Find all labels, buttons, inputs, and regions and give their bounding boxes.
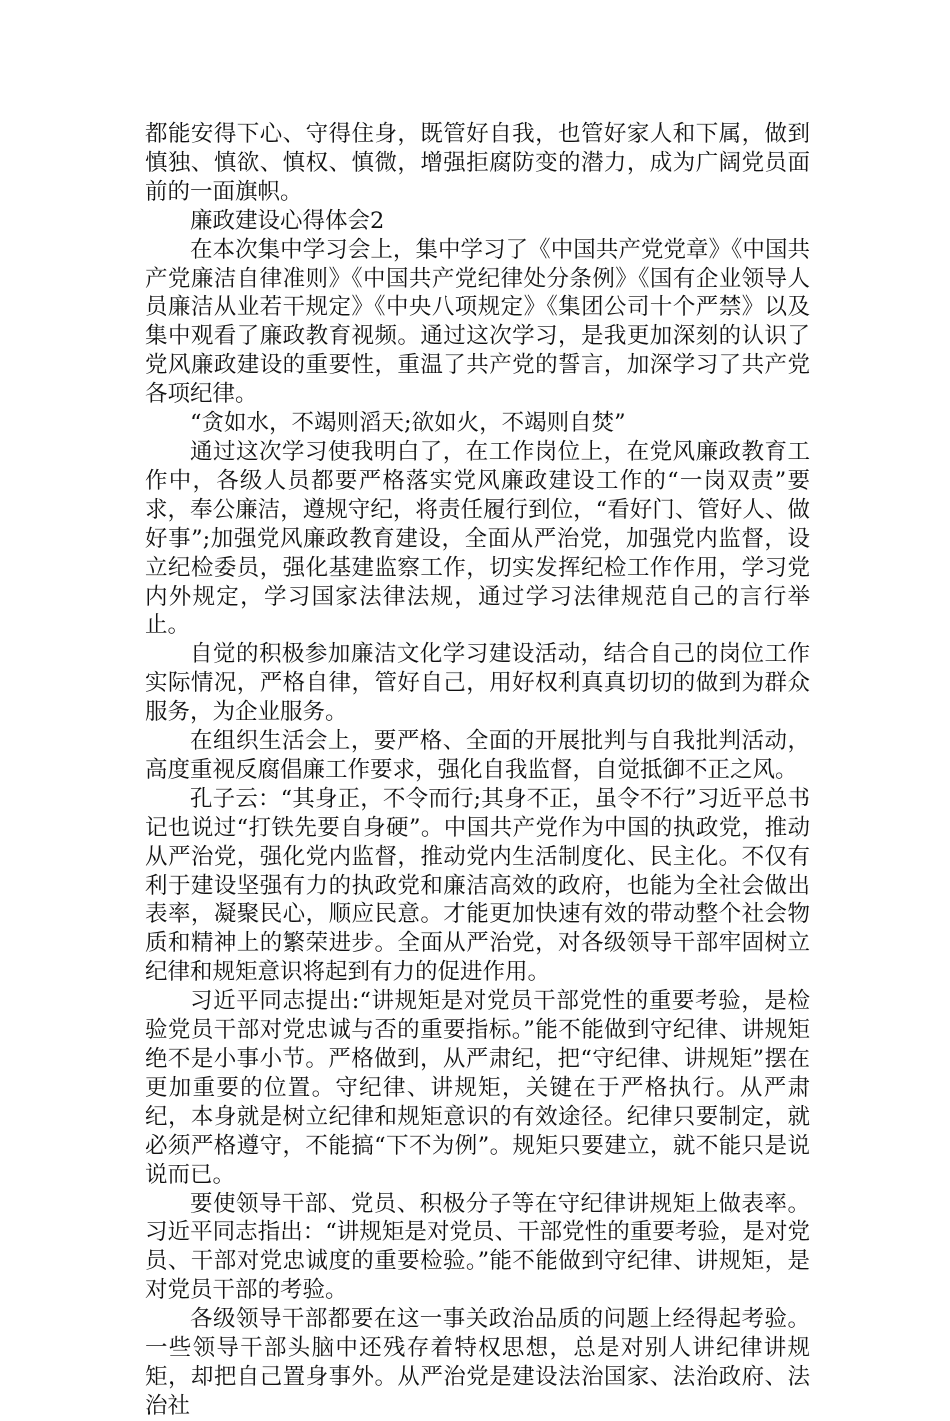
paragraph: 在组织生活会上，要严格、全面的开展批判与自我批判活动，高度重视反腐倡廉工作要求，强化自我监督，自觉抵御不正之风。 (145, 728, 810, 783)
paragraph: 通过这次学习使我明白了，在工作岗位上，在党风廉政教育工作中，各级人员都要严格落实党风廉政建设工作的“一岗双责”要求，奉公廉洁，遵规守纪，将责任履行到位，“看好门、管好人、做好事”;加强党风廉政教育建设，全面从严治党，加强党内监督，设立纪检委员，强化基建监察工作，切实发挥纪检工作作用，学习党内外规定，学习国家法律法规，通过学习法律规范自己的言行举止。 (145, 438, 810, 639)
paragraph: 在本次集中学习会上，集中学习了《中国共产党党章》《中国共产党廉洁自律准则》《中国共产党纪律处分条例》《国有企业领导人员廉洁从业若干规定》《中央八项规定》《集团公司十个严禁》以及集中观看了廉政教育视频。通过这次学习，是我更加深刻的认识了党风廉政建设的重要性，重温了共产党的誓言，加深学习了共产党各项纪律。 (145, 236, 810, 408)
paragraph: 自觉的积极参加廉洁文化学习建设活动，结合自己的岗位工作实际情况，严格自律，管好自己，用好权利真真切切的做到为群众服务，为企业服务。 (145, 641, 810, 726)
paragraph: 习近平同志提出:“讲规矩是对党员干部党性的重要考验，是检验党员干部对党忠诚与否的重要指标。”能不能做到守纪律、讲规矩绝不是小事小节。严格做到，从严肃纪，把“守纪律、讲规矩”摆在更加重要的位置。守纪律、讲规矩，关键在于严格执行。从严肃纪，本身就是树立纪律和规矩意识的有效途径。纪律只要制定，就必须严格遵守，不能搞“下不为例”。规矩只要建立，就不能只是说说而已。 (145, 988, 810, 1188)
paragraph-quote: “贪如水，不竭则滔天;欲如火，不竭则自焚” (190, 410, 626, 437)
section-heading: 廉政建设心得体会2 (190, 207, 385, 234)
paragraph: 孔子云：“其身正，不令而行;其身不正，虽令不行”习近平总书记也说过“打铁先要自身硬”。中国共产党作为中国的执政党，推动从严治党，强化党内监督，推动党内生活制度化、民主化。不仅有利于建设坚强有力的执政党和廉洁高效的政府，也能为全社会做出表率，凝聚民心，顺应民意。才能更加快速有效的带动整个社会物质和精神上的繁荣进步。全面从严治党，对各级领导干部牢固树立纪律和规矩意识将起到有力的促进作用。 (145, 785, 810, 986)
paragraph: 要使领导干部、党员、积极分子等在守纪律讲规矩上做表率。习近平同志指出：“讲规矩是对党员、干部党性的重要考验，是对党员、干部对党忠诚度的重要检验。”能不能做到守纪律、讲规矩，是对党员干部的考验。 (145, 1190, 810, 1304)
document-body (145, 120, 810, 1421)
paragraph: 各级领导干部都要在这一事关政治品质的问题上经得起考验。一些领导干部头脑中还残存着特权思想，总是对别人讲纪律讲规矩，却把自己置身事外。从严治党是建设法治国家、法治政府、法治社 (145, 1306, 810, 1419)
paragraph-continuation: 都能安得下心、守得住身，既管好自我，也管好家人和下属，做到慎独、慎欲、慎权、慎微，增强拒腐防变的潜力，成为广阔党员面前的一面旗帜。 (145, 121, 810, 205)
